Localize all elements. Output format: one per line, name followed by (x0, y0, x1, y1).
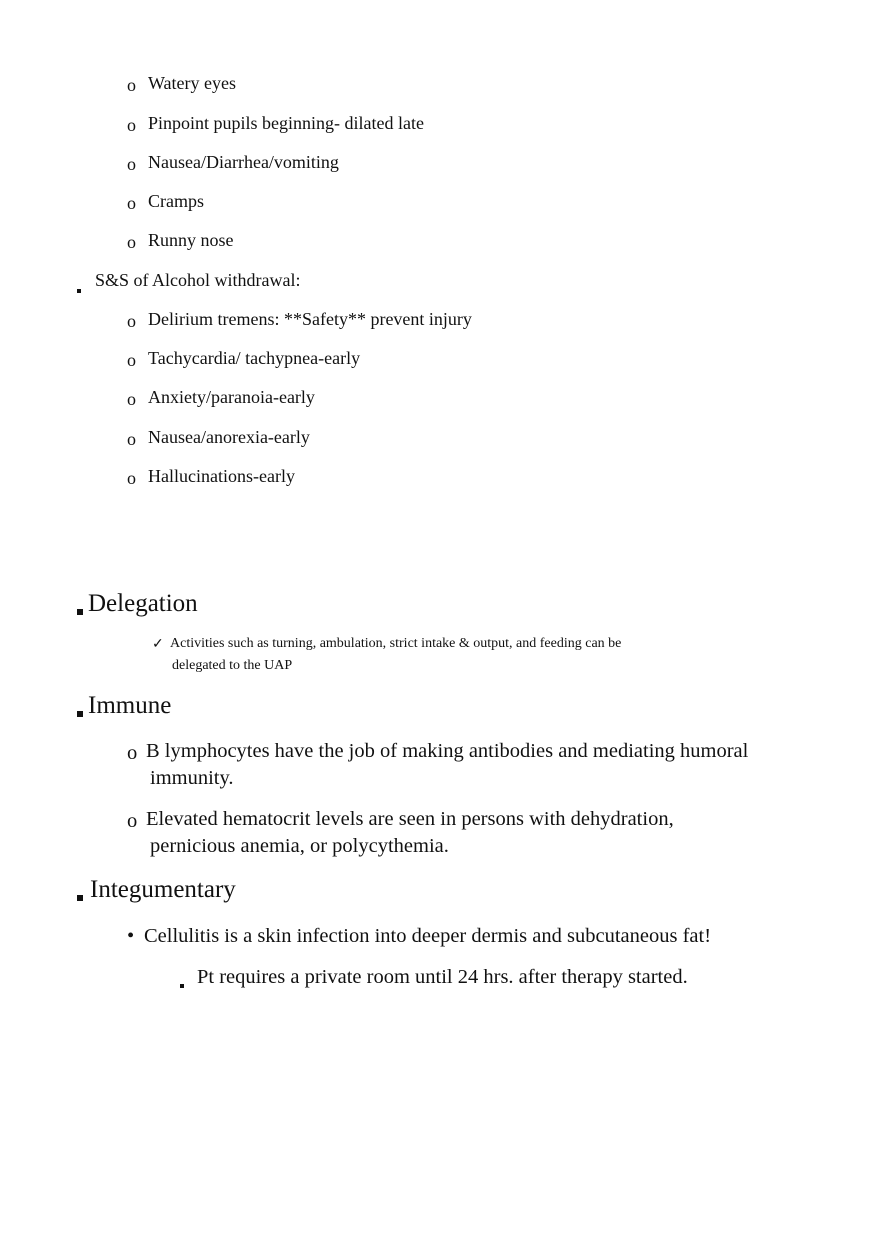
integumentary-item1: Cellulitis is a skin infection into deeper dermis and subcutaneous fat! (144, 925, 712, 947)
section-heading-integumentary: Integumentary (90, 876, 236, 903)
dot-bullet-icon: • (127, 925, 135, 947)
list-item: Cramps (148, 191, 204, 211)
circle-bullet-icon: o (127, 75, 136, 95)
integumentary-subitem1: Pt requires a private room until 24 hrs. after therapy started. (197, 966, 688, 988)
list-item: Nausea/Diarrhea/vomiting (148, 152, 339, 172)
immune-item2-line1: Elevated hematocrit levels are seen in persons with dehydration, (146, 808, 674, 830)
circle-bullet-icon: o (127, 350, 136, 370)
circle-bullet-icon: o (127, 468, 136, 488)
circle-bullet-icon: o (127, 193, 136, 213)
circle-bullet-icon: o (127, 232, 136, 252)
square-bullet-icon (77, 888, 83, 906)
list-item: Anxiety/paranoia-early (148, 387, 315, 407)
square-bullet-icon (77, 704, 83, 722)
circle-bullet-icon: o (127, 154, 136, 174)
delegation-text-line1: Activities such as turning, ambulation, strict intake & output, and feeding can be (170, 636, 622, 651)
delegation-text-line2: delegated to the UAP (172, 658, 293, 673)
square-bullet-icon (77, 602, 83, 620)
square-bullet-icon (77, 280, 81, 298)
immune-item1-line1: B lymphocytes have the job of making antibodies and mediating humoral (146, 740, 749, 762)
immune-item2-line2: pernicious anemia, or polycythemia. (150, 835, 449, 857)
list-item: Pinpoint pupils beginning- dilated late (148, 113, 424, 133)
list-item: Runny nose (148, 230, 234, 250)
section-heading-immune: Immune (88, 692, 172, 719)
circle-bullet-icon: o (127, 115, 136, 135)
circle-bullet-icon: o (127, 311, 136, 331)
list-item: Tachycardia/ tachypnea-early (148, 348, 361, 368)
list-item: Watery eyes (148, 73, 237, 93)
list-item: Nausea/anorexia-early (148, 427, 310, 447)
circle-bullet-icon: o (127, 389, 136, 409)
square-bullet-icon (180, 975, 184, 993)
checkmark-icon: ✓ (152, 637, 164, 652)
section-heading: S&S of Alcohol withdrawal: (95, 270, 301, 290)
list-item: Hallucinations-early (148, 466, 295, 486)
immune-item1-line2: immunity. (150, 767, 234, 789)
list-item: Delirium tremens: **Safety** prevent injury (148, 309, 472, 329)
circle-bullet-icon: o (127, 742, 138, 764)
circle-bullet-icon: o (127, 810, 138, 832)
section-heading-delegation: Delegation (88, 590, 198, 617)
circle-bullet-icon: o (127, 429, 136, 449)
